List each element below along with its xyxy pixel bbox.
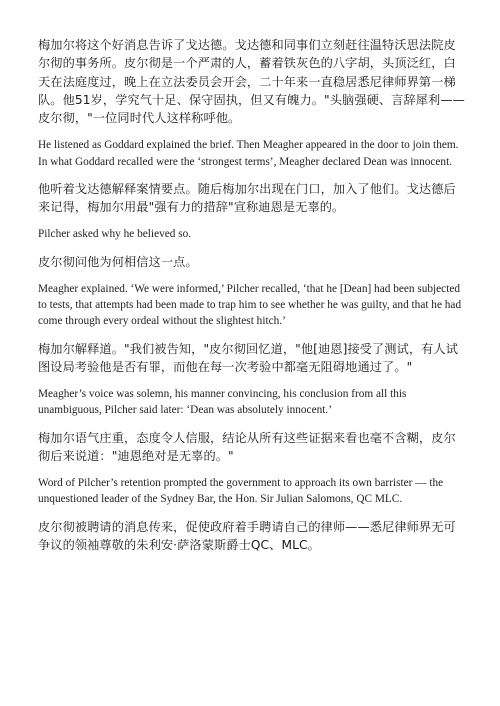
- paragraph-en-3: Meagher explained. ‘We were informed,’ Pilcher recalled, ‘that he [Dean] had been subjected to tests, that attempts had been made to trap him to see whether he was guilty, and that he had come through every ordeal without the slightest hitch.’: [38, 282, 462, 328]
- paragraph-en-2: Pilcher asked why he believed so.: [38, 228, 192, 241]
- paragraph-en-5: Word of Pilcher’s retention prompted the government to approach its own barrister — the unquestioned leader of the Sydney Bar, the Hon. Sir Julian Salomons, QC MLC.: [38, 477, 444, 506]
- paragraph-zh-3: 皮尔彻问他为何相信这一点。: [38, 254, 198, 269]
- paragraph-zh-4: 梅加尔解释道。"我们被告知，"皮尔彻回忆道，"他[迪恩]接受了测试，有人试图设局考验他是否有罪，而他在每一次考验中都毫无阻碍地通过了。": [38, 341, 459, 374]
- paragraph-zh-2: 他听着戈达德解释案情要点。随后梅加尔出现在门口，加入了他们。戈达德后来记得，梅加尔用最"强有力的措辞"宣称迪恩是无辜的。: [38, 181, 456, 215]
- paragraph-zh-1: 梅加尔将这个好消息告诉了戈达德。戈达德和同事们立刻赶往温特沃思法院皮尔彻的事务所。皮尔彻是一个严肃的人，蓄着铁灰色的八字胡，头顶泛红，白天在法庭度过，晚上在立法委员会开会，二十年来一直稳居悉尼律师界第一梯队。他51岁，学究气十足、保守固执，但又有魄力。"头脑强硬、言辞犀利——皮尔彻，"一位同时代人这样称呼他。: [38, 38, 465, 126]
- paragraph-zh-5: 梅加尔语气庄重，态度令人信服，结论从所有这些证据来看也毫不含糊，皮尔彻后来说道："迪恩绝对是无辜的。": [38, 430, 456, 463]
- paragraph-en-1: He listened as Goddard explained the brief. Then Meagher appeared in the door to join them. In what Goddard recalled were the ‘strongest terms’, Meagher declared Dean was innocent.: [38, 139, 459, 168]
- paragraph-zh-6: 皮尔彻被聘请的消息传来，促使政府着手聘请自己的律师——悉尼律师界无可争议的领袖尊敬的朱利安·萨洛蒙斯爵士QC、MLC。: [38, 519, 456, 552]
- document-body: [38, 36, 466, 564]
- paragraph-en-4: Meagher’s voice was solemn, his manner convincing, his conclusion from all this unambiguous, Pilcher said later: ‘Dean was absolutely innocent.’: [38, 388, 407, 417]
